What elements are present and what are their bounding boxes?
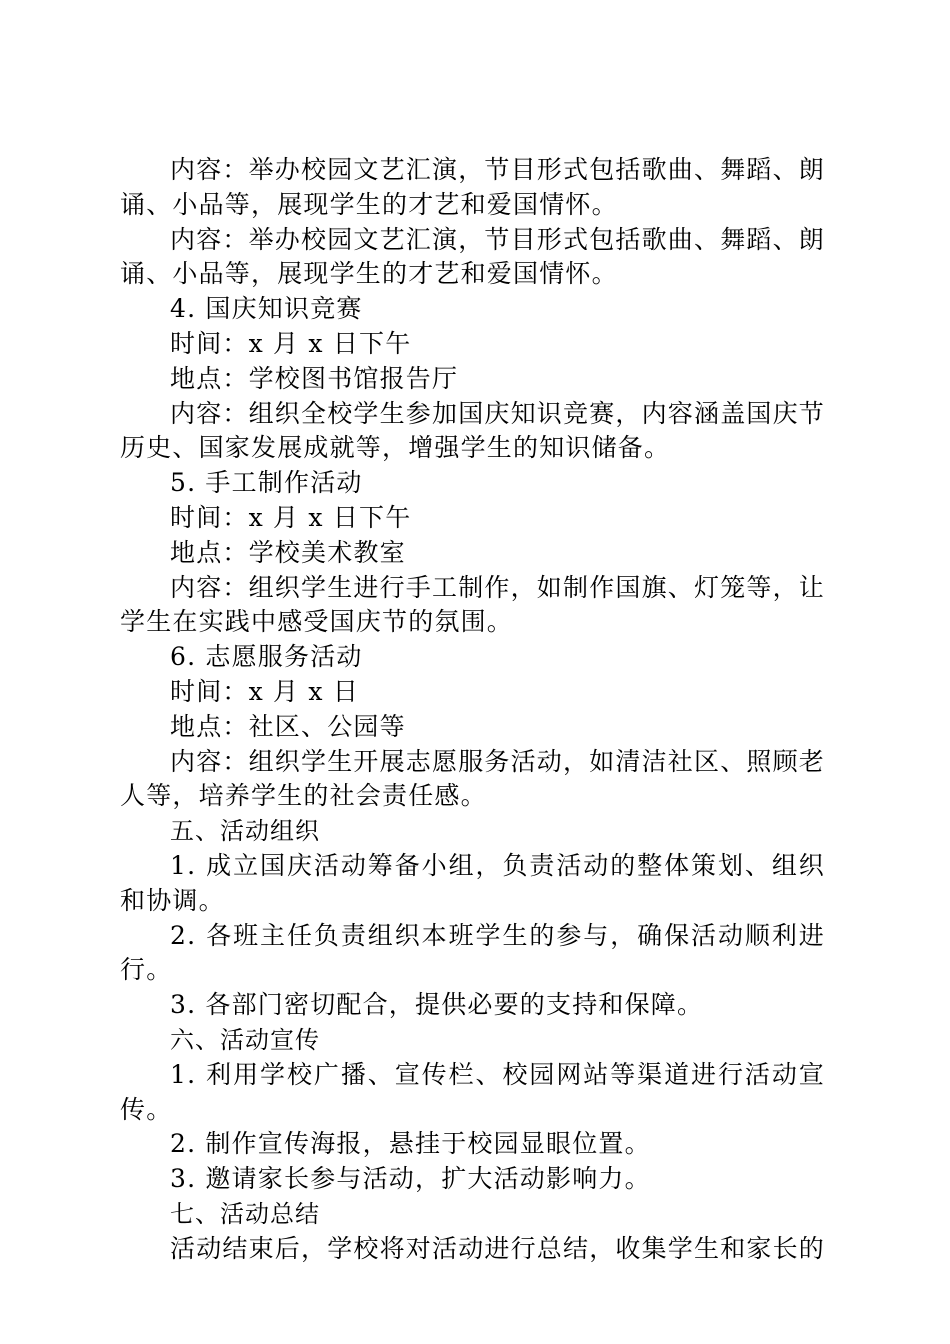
body-paragraph: 时间：x 月 x 日	[170, 676, 360, 706]
body-paragraph: 地点：社区、公园等	[170, 711, 406, 741]
body-paragraph: 内容：组织学生开展志愿服务活动，如清洁社区、照顾老人等，培养学生的社会责任感。	[120, 746, 826, 811]
body-paragraph: 3. 邀请家长参与活动，扩大活动影响力。	[170, 1164, 651, 1194]
item-heading: 4. 国庆知识竞赛	[170, 294, 363, 324]
body-paragraph: 地点：学校美术教室	[170, 537, 406, 567]
body-paragraph: 内容：举办校园文艺汇演，节目形式包括歌曲、舞蹈、朗诵、小品等，展现学生的才艺和爱国情怀。	[120, 155, 826, 219]
body-paragraph: 3. 各部门密切配合，提供必要的支持和保障。	[170, 990, 704, 1020]
item-heading: 6. 志愿服务活动	[170, 642, 363, 672]
body-paragraph: 时间：x 月 x 日下午	[170, 502, 412, 532]
body-paragraph: 内容：组织学生进行手工制作，如制作国旗、灯笼等，让学生在实践中感受国庆节的氛围。	[120, 572, 826, 637]
document-body	[120, 153, 825, 1267]
body-paragraph: 内容：举办校园文艺汇演，节目形式包括歌曲、舞蹈、朗诵、小品等，展现学生的才艺和爱国情怀。	[120, 224, 826, 289]
section-heading: 六、活动宣传	[170, 1025, 320, 1054]
body-paragraph: 内容：组织全校学生参加国庆知识竞赛，内容涵盖国庆节历史、国家发展成就等，增强学生的知识储备。	[120, 398, 826, 463]
body-paragraph: 1. 利用学校广播、宣传栏、校园网站等渠道进行活动宣传。	[120, 1059, 825, 1124]
body-paragraph: 2. 制作宣传海报，悬挂于校园显眼位置。	[170, 1129, 651, 1159]
body-paragraph: 地点：学校图书馆报告厅	[170, 363, 459, 393]
body-paragraph: 1. 成立国庆活动筹备小组，负责活动的整体策划、组织和协调。	[120, 850, 825, 915]
body-paragraph: 时间：x 月 x 日下午	[170, 328, 412, 358]
section-heading: 五、活动组织	[170, 817, 320, 846]
body-paragraph: 活动结束后，学校将对活动进行总结，收集学生和家长的	[170, 1233, 826, 1263]
item-heading: 5. 手工制作活动	[170, 468, 363, 498]
section-heading: 七、活动总结	[170, 1199, 320, 1228]
body-paragraph: 2. 各班主任负责组织本班学生的参与，确保活动顺利进行。	[120, 920, 825, 985]
